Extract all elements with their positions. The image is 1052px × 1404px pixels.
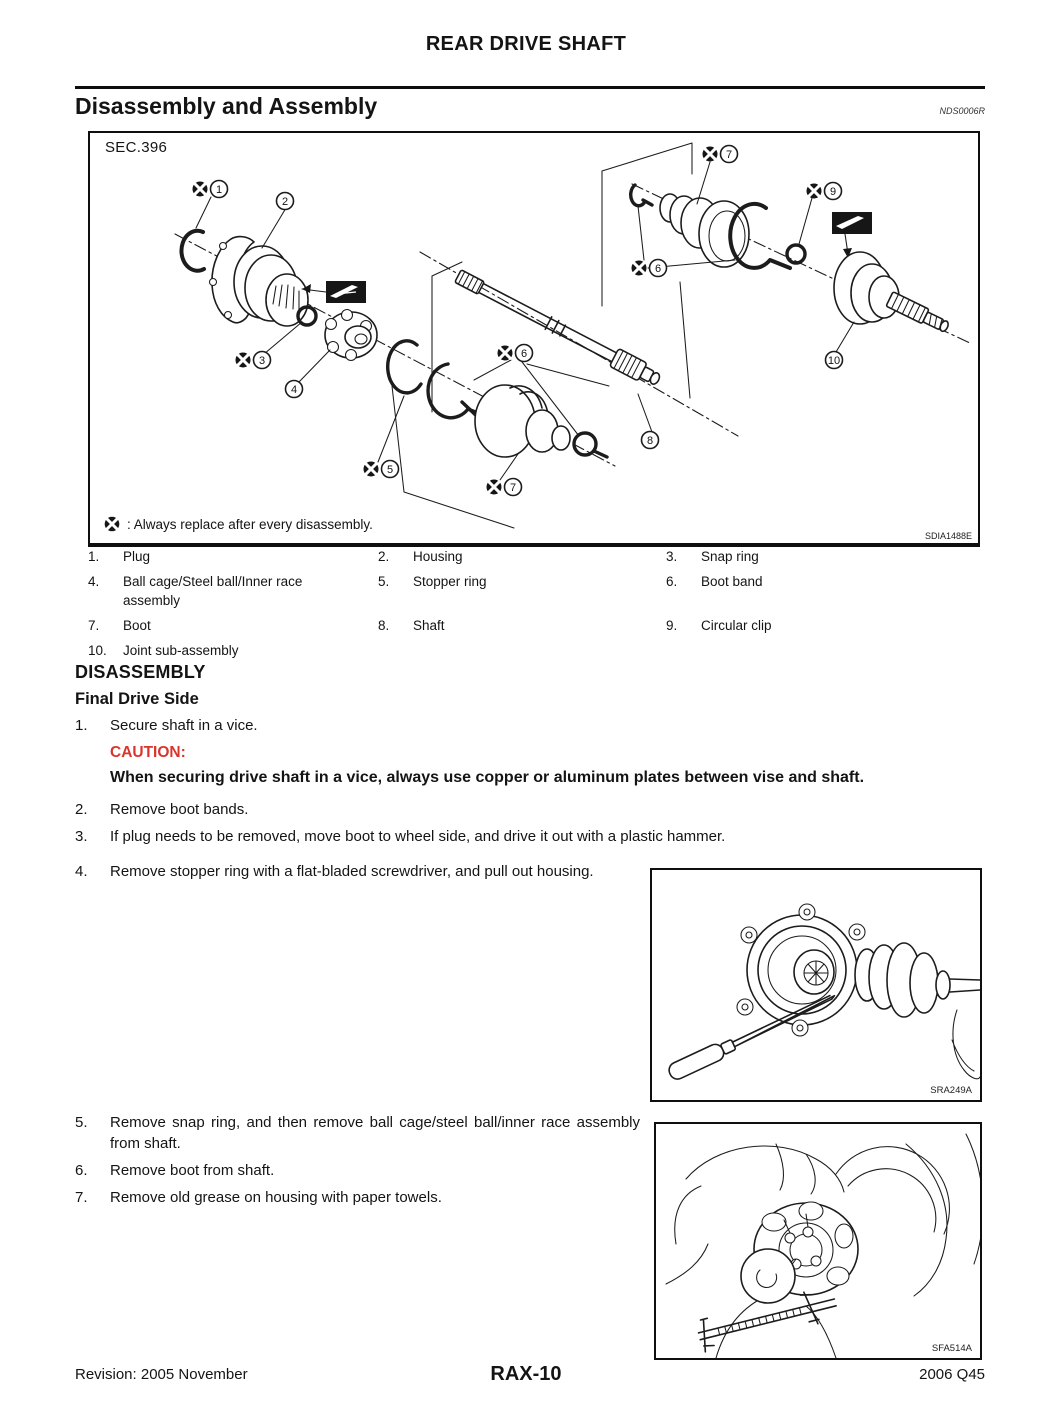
caution-text: When securing drive shaft in a vice, always use copper or aluminum plates between vise and shaft. bbox=[110, 769, 865, 786]
svg-text:9: 9 bbox=[829, 186, 837, 198]
svg-text:7: 7 bbox=[725, 149, 733, 161]
part-item: 2. Housing bbox=[378, 549, 463, 564]
part-boot-lower bbox=[475, 385, 570, 480]
stopper-ring-figure-svg bbox=[652, 870, 980, 1100]
replace-symbol-icon bbox=[104, 516, 120, 532]
part-stopper-ring bbox=[378, 341, 421, 462]
callout-7-upper bbox=[703, 146, 738, 163]
part-item: 6. Boot band bbox=[666, 574, 763, 589]
callout-3 bbox=[236, 352, 271, 369]
ball-cage-figure-svg bbox=[656, 1124, 980, 1358]
caution-block bbox=[110, 742, 978, 789]
part-item: 4. Ball cage/Steel ball/Inner race assembly bbox=[88, 574, 303, 608]
callout-4 bbox=[286, 381, 303, 398]
step-item: 7. Remove old grease on housing with paper towels. bbox=[75, 1189, 442, 1206]
callout-10 bbox=[826, 352, 843, 369]
replace-legend bbox=[104, 516, 373, 532]
section-code: NDS0006R bbox=[939, 106, 985, 116]
section-header bbox=[75, 86, 985, 120]
figure-code: SFA514A bbox=[931, 1343, 972, 1354]
figure-ball-cage-removal bbox=[654, 1122, 982, 1360]
step-item: 2. Remove boot bands. bbox=[75, 800, 249, 818]
steps-5-7 bbox=[75, 1112, 640, 1214]
step-item: 1. Secure shaft in a vice. bbox=[75, 717, 258, 734]
svg-text:3: 3 bbox=[258, 355, 266, 367]
part-item: 3. Snap ring bbox=[666, 549, 759, 564]
figure-code: SDIA1488E bbox=[924, 531, 972, 541]
part-housing bbox=[210, 208, 309, 326]
callout-6-upper bbox=[632, 260, 667, 277]
svg-text:4: 4 bbox=[290, 384, 298, 396]
part-joint-subassembly bbox=[834, 252, 951, 352]
step-item: 4. Remove stopper ring with a flat-bladed screwdriver, and pull out housing. bbox=[75, 863, 594, 880]
final-drive-side-subheading: Final Drive Side bbox=[75, 690, 199, 708]
svg-text:6: 6 bbox=[654, 263, 662, 275]
footer-revision: Revision: 2005 November bbox=[75, 1366, 248, 1383]
parts-list bbox=[88, 547, 980, 660]
grease-symbol bbox=[302, 281, 366, 303]
figure-stopper-ring-removal bbox=[650, 868, 982, 1102]
svg-text:7: 7 bbox=[509, 482, 517, 494]
grease-symbol-2 bbox=[832, 212, 872, 258]
svg-text:5: 5 bbox=[386, 464, 394, 476]
section-title: Disassembly and Assembly bbox=[75, 93, 378, 119]
part-item: 8. Shaft bbox=[378, 618, 445, 633]
callout-6-lower bbox=[498, 345, 533, 362]
svg-text:10: 10 bbox=[827, 355, 841, 367]
callout-9 bbox=[807, 183, 842, 200]
callout-1 bbox=[193, 181, 228, 198]
part-item: 1. Plug bbox=[88, 549, 151, 564]
figure-code: SRA249A bbox=[930, 1085, 972, 1096]
callout-2 bbox=[277, 193, 294, 210]
figure-section-label: SEC.396 bbox=[105, 139, 168, 156]
part-boot-band-b bbox=[574, 433, 607, 457]
footer-model: 2006 Q45 bbox=[919, 1366, 985, 1383]
page-title: REAR DRIVE SHAFT bbox=[425, 33, 627, 55]
svg-text:8: 8 bbox=[646, 435, 654, 447]
svg-text:6: 6 bbox=[520, 348, 528, 360]
part-ball-cage bbox=[298, 310, 377, 384]
svg-text:2: 2 bbox=[281, 196, 289, 208]
step-item: 5. Remove snap ring, and then remove ball cage/steel ball/inner race assembly from shaft. bbox=[75, 1114, 640, 1152]
part-item: 7. Boot bbox=[88, 618, 151, 633]
part-snap-ring bbox=[181, 197, 211, 271]
part-item: 5. Stopper ring bbox=[378, 574, 487, 589]
callout-8 bbox=[642, 432, 659, 449]
caution-label: CAUTION: bbox=[110, 744, 186, 761]
exploded-view-figure bbox=[88, 131, 980, 547]
part-circular-clip bbox=[787, 198, 812, 263]
part-item: 10. Joint sub-assembly bbox=[88, 643, 239, 658]
steps-1-3 bbox=[75, 715, 978, 853]
callout-7-lower bbox=[487, 479, 522, 496]
step-item: 3. If plug needs to be removed, move boot to wheel side, and drive it out with a plastic hammer. bbox=[75, 827, 726, 845]
part-item: 9. Circular clip bbox=[666, 618, 772, 633]
exploded-diagram-svg bbox=[90, 133, 978, 543]
disassembly-heading: DISASSEMBLY bbox=[75, 662, 206, 682]
footer-page-id: RAX-10 bbox=[490, 1363, 562, 1385]
svg-text:1: 1 bbox=[215, 184, 223, 196]
replace-legend-text: : Always replace after every disassembly. bbox=[127, 516, 373, 532]
step-item: 6. Remove boot from shaft. bbox=[75, 1162, 275, 1179]
step-4 bbox=[75, 861, 640, 888]
callout-5 bbox=[364, 461, 399, 478]
